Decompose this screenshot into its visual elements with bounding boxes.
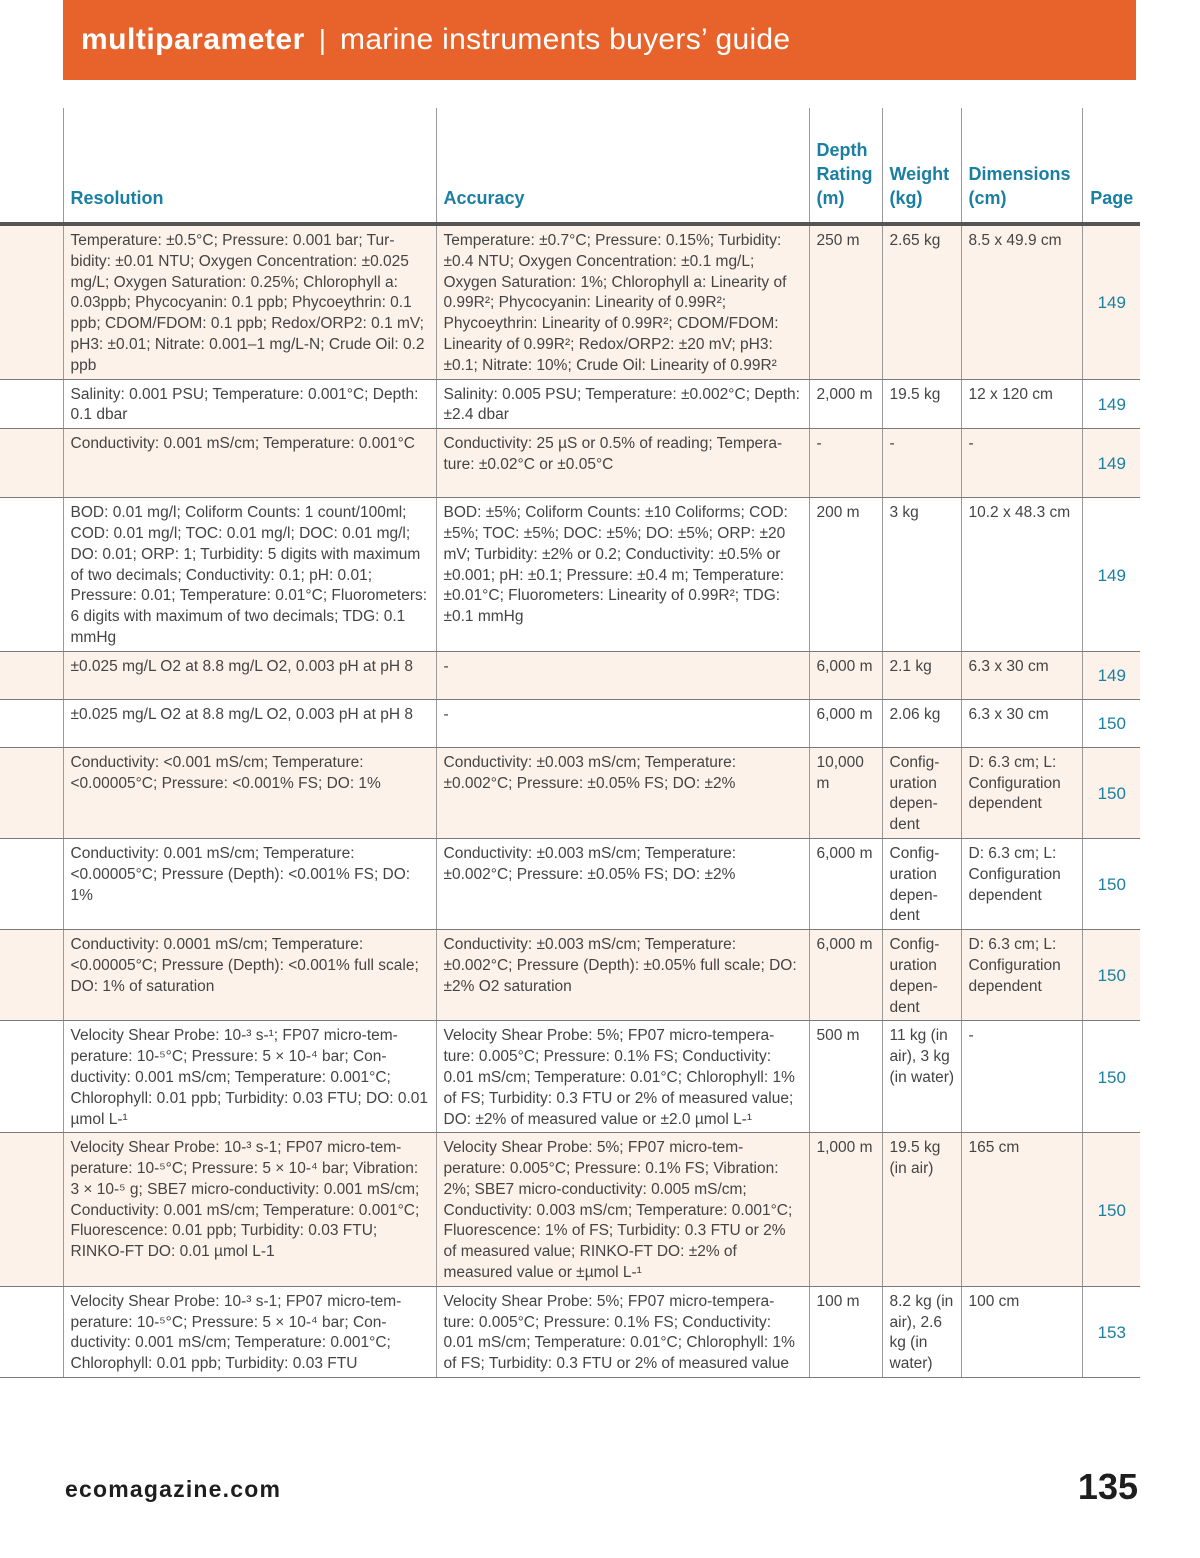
table-row [0, 930, 1140, 1021]
table-row [0, 699, 1140, 747]
weight-cell: - [882, 429, 961, 498]
depth-cell: 6,000 m [809, 651, 882, 699]
depth-cell: 200 m [809, 498, 882, 652]
table-row [0, 838, 1140, 929]
resolution-cell: Temperature: ±0.5°C; Pressure: 0.001 bar; Tur-bidity: ±0.01 NTU; Oxygen Concentration: ±0.025 mg/L; Oxygen Saturation: 0.25%; Chlorophyll a: 0.03ppb; Phycocyanin: 0.1 ppb; Phycoeythrin: 0.1 ppb; CDOM/FDOM: 0.1 ppb; Redox/ORP2: 0.1 mV; pH3: ±0.01; Nitrate: 0.001–1 mg/L-N; Crude Oil: 0.2 ppb [63, 224, 436, 379]
dimensions-header: Dimensions (cm) [961, 108, 1082, 224]
dimensions-cell: - [961, 429, 1082, 498]
depth-cell: 2,000 m [809, 379, 882, 429]
weight-cell: 2.06 kg [882, 699, 961, 747]
weight-cell: Config-uration depen-dent [882, 747, 961, 838]
depth-cell: 500 m [809, 1021, 882, 1133]
accuracy-cell: Conductivity: 25 µS or 0.5% of reading; Tempera-ture: ±0.02°C or ±0.05°C [436, 429, 809, 498]
resolution-cell: Conductivity: 0.001 mS/cm; Temperature: 0.001°C [63, 429, 436, 498]
table-row [0, 1021, 1140, 1133]
weight-cell: Config-uration depen-dent [882, 930, 961, 1021]
resolution-cell: Conductivity: <0.001 mS/cm; Temperature: <0.00005°C; Pressure: <0.001% FS; DO: 1% [63, 747, 436, 838]
accuracy-cell: Temperature: ±0.7°C; Pressure: 0.15%; Turbidity: ±0.4 NTU; Oxygen Concentration: ±0.1 mg/L; Oxygen Saturation: 1%; Chlorophyll a: Linearity of 0.99R²; Phycocyanin: Linearity of 0.99R²; Phycoeythrin: Linearity of 0.99R²; CDOM/FDOM: Linearity of 0.99R²; Redox/ORP2: ±20 mV; pH3: ±0.1; Nitrate: 10%; Crude Oil: Linearity of 0.99R² [436, 224, 809, 379]
page-link[interactable]: 150 [1082, 1133, 1140, 1287]
table-row [0, 429, 1140, 498]
accuracy-cell: Velocity Shear Probe: 5%; FP07 micro-tempera-ture: 0.005°C; Pressure: 0.1% FS; Conductivity: 0.01 mS/cm; Temperature: 0.01°C; Chlorophyll: 1% of FS; Turbidity: 0.3 FTU or 2% of measured value; DO: ±2% of measured value or ±2.0 µmol L-¹ [436, 1021, 809, 1133]
table-row [0, 224, 1140, 379]
weight-cell: Config-uration depen-dent [882, 838, 961, 929]
resolution-cell: Velocity Shear Probe: 10-³ s-1; FP07 micro-tem-perature: 10-⁵°C; Pressure: 5 × 10-⁴ bar; Vibration: 3 × 10-⁵ g; SBE7 micro-conductivity: 0.001 mS/cm; Conductivity: 0.001 mS/cm; Temperature: 0.001°C; Fluorescence: 0.01 ppb; Turbidity: 0.03 FTU; RINKO-FT DO: 0.01 µmol L-1 [63, 1133, 436, 1287]
accuracy-cell: Conductivity: ±0.003 mS/cm; Temperature: ±0.002°C; Pressure: ±0.05% FS; DO: ±2% [436, 838, 809, 929]
resolution-cell: Velocity Shear Probe: 10-³ s-1; FP07 micro-tem-perature: 10-⁵°C; Pressure: 5 × 10-⁴ bar; Con-ductivity: 0.001 mS/cm; Temperature: 0.001°C; Chlorophyll: 0.01 ppb; Turbidity: 0.03 FTU [63, 1286, 436, 1377]
page-link[interactable]: 150 [1082, 838, 1140, 929]
page-link[interactable]: 149 [1082, 651, 1140, 699]
depth-cell: 10,000 m [809, 747, 882, 838]
weight-cell: 3 kg [882, 498, 961, 652]
weight-cell: 2.65 kg [882, 224, 961, 379]
depth-rating-header: Depth Rating (m) [809, 108, 882, 224]
page-number: 135 [1077, 1466, 1138, 1507]
resolution-header: Resolution [63, 108, 436, 224]
page-header: Page [1082, 108, 1140, 224]
blank-header-cell [0, 108, 63, 224]
resolution-cell: Conductivity: 0.0001 mS/cm; Temperature: <0.00005°C; Pressure (Depth): <0.001% full scale; DO: 1% of saturation [63, 930, 436, 1021]
section-banner [63, 0, 1136, 80]
table-row [0, 379, 1140, 429]
page-link[interactable]: 153 [1082, 1286, 1140, 1377]
table-row [0, 1286, 1140, 1377]
table-row [0, 747, 1140, 838]
table-header-row [0, 108, 1140, 224]
accuracy-cell: Velocity Shear Probe: 5%; FP07 micro-tempera-ture: 0.005°C; Pressure: 0.1% FS; Conductivity: 0.01 mS/cm; Temperature: 0.01°C; Chlorophyll: 1% of FS; Turbidity: 0.3 FTU or 2% of measured value [436, 1286, 809, 1377]
page-link[interactable]: 150 [1082, 699, 1140, 747]
accuracy-header: Accuracy [436, 108, 809, 224]
accuracy-cell: Conductivity: ±0.003 mS/cm; Temperature: ±0.002°C; Pressure: ±0.05% FS; DO: ±2% [436, 747, 809, 838]
accuracy-cell: - [436, 651, 809, 699]
dimensions-cell: D: 6.3 cm; L: Configuration dependent [961, 838, 1082, 929]
depth-cell: 250 m [809, 224, 882, 379]
accuracy-cell: BOD: ±5%; Coliform Counts: ±10 Coliforms; COD: ±5%; TOC: ±5%; DOC: ±5%; DO: ±5%; ORP: ±20 mV; Turbidity: ±2% or 0.2; Conductivity: ±0.5% or ±0.001; pH: ±0.1; Pressure: ±0.4 m; Temperature: ±0.01°C; Fluorometers: Linearity of 0.99R²; TDG: ±0.1 mmHg [436, 498, 809, 652]
depth-cell: - [809, 429, 882, 498]
dimensions-cell: D: 6.3 cm; L: Configuration dependent [961, 930, 1082, 1021]
dimensions-cell: 8.5 x 49.9 cm [961, 224, 1082, 379]
section-title: multiparameter [81, 23, 305, 56]
table-row [0, 1133, 1140, 1287]
page-link[interactable]: 149 [1082, 429, 1140, 498]
resolution-cell: BOD: 0.01 mg/l; Coliform Counts: 1 count/100ml; COD: 0.01 mg/l; TOC: 0.01 mg/l; DOC: 0.01 mg/l; DO: 0.01; ORP: 1; Turbidity: 5 digits with maximum of two decimals; Conductivity: 0.1; pH: 0.01; Pressure: 0.01; Temperature: 0.01°C; Fluorometers: 6 digits with maximum of two decimals; TDG: 0.1 mmHg [63, 498, 436, 652]
weight-cell: 11 kg (in air), 3 kg (in water) [882, 1021, 961, 1133]
depth-cell: 6,000 m [809, 699, 882, 747]
weight-cell: 2.1 kg [882, 651, 961, 699]
dimensions-cell: D: 6.3 cm; L: Configuration dependent [961, 747, 1082, 838]
depth-cell: 6,000 m [809, 838, 882, 929]
depth-cell: 6,000 m [809, 930, 882, 1021]
accuracy-cell: Velocity Shear Probe: 5%; FP07 micro-tem-perature: 0.005°C; Pressure: 0.1% FS; Vibration: 2%; SBE7 micro-conductivity: 0.005 mS/cm; Conductivity: 0.003 mS/cm; Temperature: 0.001°C; Fluorescence: 1% of FS; Turbidity: 0.3 FTU or 2% of measured value; RINKO-FT DO: ±2% of measured value or ±µmol L-¹ [436, 1133, 809, 1287]
dimensions-cell: 10.2 x 48.3 cm [961, 498, 1082, 652]
page-link[interactable]: 149 [1082, 224, 1140, 379]
accuracy-cell: - [436, 699, 809, 747]
resolution-cell: Salinity: 0.001 PSU; Temperature: 0.001°C; Depth: 0.1 dbar [63, 379, 436, 429]
page-link[interactable]: 150 [1082, 1021, 1140, 1133]
weight-cell: 19.5 kg [882, 379, 961, 429]
dimensions-cell: 6.3 x 30 cm [961, 699, 1082, 747]
title-separator: | [318, 24, 327, 55]
page-link[interactable]: 150 [1082, 747, 1140, 838]
accuracy-cell: Conductivity: ±0.003 mS/cm; Temperature: ±0.002°C; Pressure (Depth): ±0.05% full scale; DO: ±2% O2 saturation [436, 930, 809, 1021]
accuracy-cell: Salinity: 0.005 PSU; Temperature: ±0.002°C; Depth: ±2.4 dbar [436, 379, 809, 429]
depth-cell: 1,000 m [809, 1133, 882, 1287]
resolution-cell: ±0.025 mg/L O2 at 8.8 mg/L O2, 0.003 pH at pH 8 [63, 699, 436, 747]
weight-cell: 19.5 kg (in air) [882, 1133, 961, 1287]
depth-cell: 100 m [809, 1286, 882, 1377]
dimensions-cell: 12 x 120 cm [961, 379, 1082, 429]
resolution-cell: Velocity Shear Probe: 10-³ s-¹; FP07 micro-tem-perature: 10-⁵°C; Pressure: 5 × 10-⁴ bar; Con-ductivity: 0.001 mS/cm; Temperature: 0.001°C; Chlorophyll: 0.01 ppb; Turbidity: 0.03 FTU; DO: 0.01 µmol L-¹ [63, 1021, 436, 1133]
specifications-table [0, 108, 1140, 1378]
weight-cell: 8.2 kg (in air), 2.6 kg (in water) [882, 1286, 961, 1377]
guide-title: marine instruments buyers’ guide [340, 23, 791, 56]
page-link[interactable]: 149 [1082, 379, 1140, 429]
page-link[interactable]: 150 [1082, 930, 1140, 1021]
dimensions-cell: 165 cm [961, 1133, 1082, 1287]
weight-header: Weight (kg) [882, 108, 961, 224]
table-row [0, 498, 1140, 652]
website-footer[interactable]: ecomagazine.com [65, 1476, 282, 1502]
dimensions-cell: 6.3 x 30 cm [961, 651, 1082, 699]
dimensions-cell: 100 cm [961, 1286, 1082, 1377]
dimensions-cell: - [961, 1021, 1082, 1133]
resolution-cell: Conductivity: 0.001 mS/cm; Temperature: <0.00005°C; Pressure (Depth): <0.001% FS; DO: 1% [63, 838, 436, 929]
page-link[interactable]: 149 [1082, 498, 1140, 652]
resolution-cell: ±0.025 mg/L O2 at 8.8 mg/L O2, 0.003 pH at pH 8 [63, 651, 436, 699]
table-row [0, 651, 1140, 699]
